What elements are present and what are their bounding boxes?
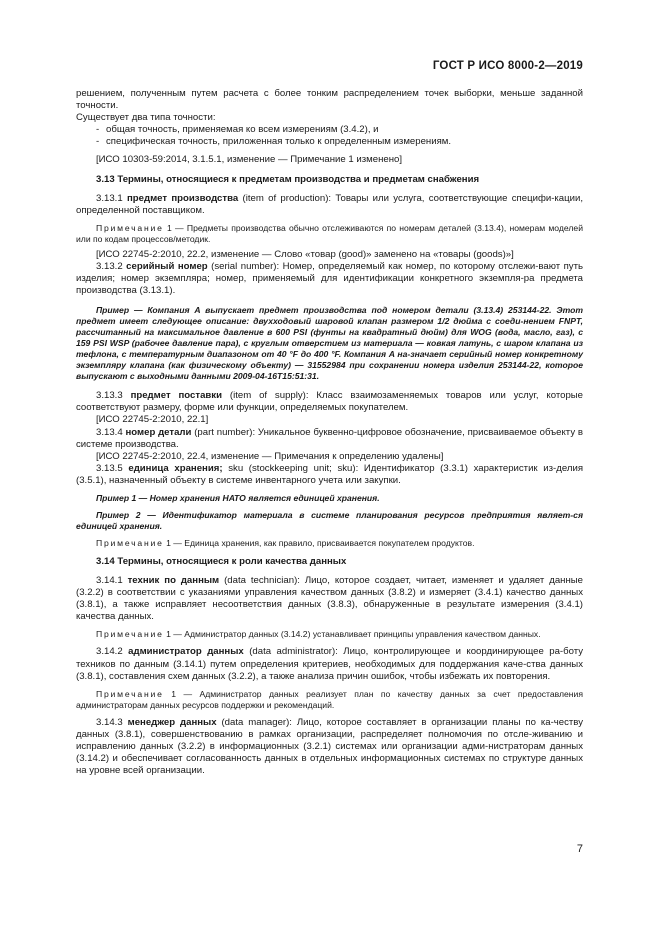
term-3-13-4	[76, 427, 583, 451]
document-header: ГОСТ Р ИСО 8000-2—2019	[432, 60, 583, 72]
note	[76, 223, 583, 245]
term-definition: sku (stockkeeping unit; sku): Идентификатор (3.3.1) характеристик из-делия (3.5.1), назначенный объекту в системе инвентарного учета или закупки.	[76, 462, 584, 486]
term-definition: (data administrator): Лицо, контролирующее и координирующее ра-боту техников по данным (3.14.1) путем определения критериев, необходимых для поддержания каче-ства данных (3.8.1), составления схем данных (3.2.2), а также анализа причин ошибок, чтобы избежать их повторения.	[76, 646, 584, 682]
note	[76, 629, 583, 640]
term-number: 3.14.3	[96, 716, 123, 728]
example: Пример — Компания A выпускает предмет производства под номером детали (3.13.4) 253144-22. Этот предмет имеет следующее описание: двухходовый шаровой клапан размером 1/2 дюйма с соеди-нением FNPT, рассчитанный на максимальное давление в 600 PSI (фунты на квадратный дюйм) для WOG (вода, масло, газ), с 159 PSI WSP (рабочее давление пара), с круглым отверстием из материала — ковкая латунь, с шаром клапана из тефлона, с температурным диапазоном от 40 °F до 400 °F. Компания A на-значает серийный номер конкретному экземпляру клапана (как физическому объекту) — 31552984 при сохранении номера изделия 253144-22, которое выпускают с выходными данными 2009-04-16T15:51:31.	[76, 305, 583, 382]
list-item-text: общая точность, применяемая ко всем измерениям (3.4.2), и	[106, 124, 379, 136]
example: Пример 2 — Идентификатор материала в системе планирования ресурсов предприятия являет-ся единицей хранения.	[76, 509, 583, 531]
term-definition: (item of production): Товары или услуга, соответствующие специфи-кации, определенной поставщиком.	[76, 192, 584, 216]
page-number: 7	[576, 843, 583, 855]
term-number: 3.13.4	[96, 426, 123, 438]
note-text: 1 — Администратор данных (3.14.2) устанавливает принципы управления качеством данных.	[166, 629, 541, 640]
term-number: 3.14.2	[96, 646, 123, 658]
note-text: 1 — Предметы производства обычно отслеживаются по номерам деталей (3.13.4), номерам моделей или по кодам процессов/методик.	[76, 222, 584, 244]
note-label: Примечание	[96, 629, 164, 640]
term-name: предмет производства	[127, 192, 239, 204]
term-3-13-1	[76, 193, 583, 217]
term-definition: (data technician): Лицо, которое создает, читает, изменяет и удаляет данные (3.2.2) в соответствии с указаниями управления качеством данных (3.8.2) и измеряет (3.4.1) качество данных (3.8.1), а также исправляет несоответствия данных (3.8.3), обнаруженные в результате измерения (3.4.1) качества данных.	[76, 575, 583, 623]
document-body	[76, 88, 583, 777]
list-item: - общая точность, применяемая ко всем измерениям (3.4.2), и	[96, 124, 379, 136]
term-definition: (item of supply): Класс взаимозаменяемых товаров или услуг, которые соответствуют размеру, форме или функции, определяемых покупателем.	[76, 390, 584, 414]
term-number: 3.13.3	[96, 390, 123, 402]
reference: [ИСО 22745-2:2010, 22.4, изменение — Примечания к определению удалены]	[96, 450, 444, 462]
note-label: Примечание	[96, 222, 164, 233]
term-name: администратор данных	[128, 646, 244, 658]
term-3-14-3	[76, 717, 583, 777]
term-number: 3.13.2	[96, 260, 123, 272]
term-3-13-3	[76, 390, 583, 414]
term-number: 3.13.5	[96, 462, 123, 474]
term-name: серийный номер	[126, 260, 208, 272]
term-name: техник по данным	[127, 575, 220, 587]
reference: [ИСО 22745-2:2010, 22.1]	[96, 414, 209, 426]
term-name: предмет поставки	[130, 390, 223, 402]
note-label: Примечание	[96, 537, 164, 548]
reference: [ИСО 10303-59:2014, 3.1.5.1, изменение — Примечание 1 изменено]	[96, 154, 403, 166]
list-item-text: специфическая точность, приложенная только к определенным измерениям.	[106, 136, 452, 148]
term-3-14-1	[76, 575, 583, 623]
example: Пример 1 — Номер хранения НАТО является единицей хранения.	[96, 492, 380, 503]
term-3-13-2	[76, 261, 583, 297]
note-text: 1 — Администратор данных реализует план по качеству данных за счет предоставления администраторам данных ресурсов поддержки и рекомендаций.	[76, 688, 583, 710]
note	[76, 538, 583, 549]
term-number: 3.14.1	[96, 575, 123, 587]
note-text: 1 — Единица хранения, как правило, присваивается покупателем продуктов.	[166, 537, 475, 548]
intro-text-2: Существует два типа точности:	[76, 112, 216, 124]
term-definition: (serial number): Номер, определяемый как номер, по которому отслежи-вают путь изделия; номер экземпляра; номер, применяемый для идентификации конкретного экземпля-ра предмета производства (3.13.1).	[76, 260, 583, 297]
term-3-14-2	[76, 646, 583, 682]
term-definition: (part number): Уникальное буквенно-цифровое обозначение, присваиваемое объекту в системе производства.	[76, 426, 583, 450]
list-item: - специфическая точность, приложенная только к определенным измерениям.	[96, 136, 452, 148]
term-definition: (data manager): Лицо, которое составляет в организации планы по ка-честву данных (3.8.1), совершенствованию в рамках организации, распределяет полномочия по отсле-живанию и исправлению данных (3.2.2) в информационных (3.2.1) системах или организации адми-нистраторам данных (3.14.2) и обеспечивает согласованность данных в отдельных информационных системах по структуре данных на уровне всей организации.	[76, 716, 583, 777]
term-name: единица хранения;	[128, 462, 223, 474]
note-label: Примечание	[96, 688, 164, 699]
reference: [ИСО 22745-2:2010, 22.2, изменение — Слово «товар (good)» заменено на «товары (goods)»]	[96, 248, 514, 260]
section-heading-3-13: 3.13 Термины, относящиеся к предметам производства и предметам снабжения	[96, 173, 480, 185]
term-name: менеджер данных	[127, 716, 217, 728]
section-heading-3-14: 3.14 Термины, относящиеся к роли качества данных	[96, 555, 347, 567]
term-name: номер детали	[125, 426, 192, 438]
term-number: 3.13.1	[96, 192, 123, 204]
intro-text-1: решением, полученным путем расчета с более тонким распределением точек выборки, меньше заданной точности.	[76, 88, 583, 112]
term-3-13-5	[76, 463, 583, 487]
note	[76, 689, 583, 711]
